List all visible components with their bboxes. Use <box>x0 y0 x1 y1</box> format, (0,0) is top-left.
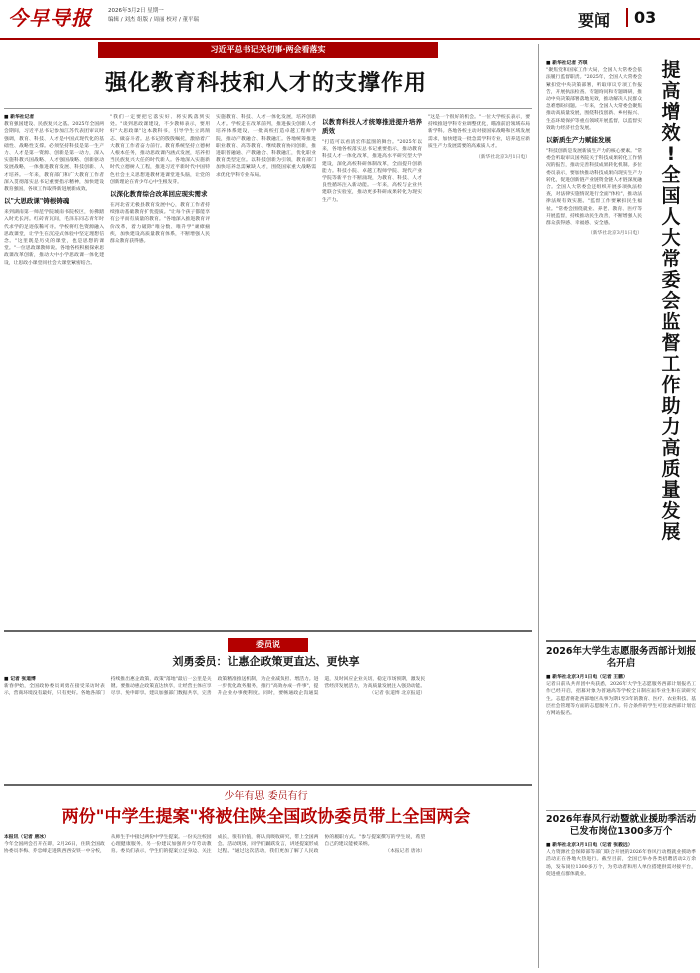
divider <box>546 810 696 811</box>
vertical-headline-glyph: 助 <box>661 395 681 417</box>
brief-byline-2: ■ 新华社北京3月1日电（记者 张毅远） <box>546 842 633 848</box>
vertical-headline-glyph: ! <box>666 143 676 165</box>
member-body <box>4 676 532 780</box>
sidebar-vertical-headline <box>647 60 695 620</box>
vertical-headline-glyph: 高 <box>661 80 681 102</box>
vertical-headline-glyph: 工 <box>661 353 681 375</box>
brief-body-2 <box>546 842 696 960</box>
vertical-headline-glyph: 常 <box>661 248 681 270</box>
youth-headline: 两份"中学生提案"将被住陕全国政协委员带上全国两会 <box>61 807 471 827</box>
lead-subheading-3: 以教育科技人才统筹推进提升培养质效 <box>322 118 422 135</box>
sidebar-paragraph: "科技创新是发展新质生产力的核心要素。"常委会听取审议国务院关于科技成果转化工作情况的报告，推动完善科技成果转化机制。多位委员表示，要加快推动科技成果向现实生产力转化，促进创新链产业链资金链人才链深度融合。全国人大常委会还组织开展多项执法检查，对法律实施情况进行全面"体检"，推动法律法规有效实施。"监督工作要紧扣民生福祉。"常委会围绕就业、养老、教育、医疗等开展监督，持续推动民生改善，不断增强人民群众获得感、幸福感、安全感。 <box>546 149 642 227</box>
editor-credits: 编辑 / 刘杰 组版 / 周丽 校对 / 董平瑞 <box>108 17 200 23</box>
member-kicker: 委员说 <box>228 638 308 652</box>
lead-paragraph: "打造可以看清宏伟蓝图的舞台。"2025年以来，各地各校落实总书记重要指示，推动教育科技人才一体化改革，推进高水平研究型大学建设，深化高校科研体制改革，全面提升创新能力。科技小院、卓越工程师学院、现代产业学院等新平台不断涌现，为教育、科技、人才良性循环注入新动能。一年来，高校与企业共建联合实验室，推动更多科研成果转化为现实生产力。 <box>322 140 422 203</box>
sidebar-byline: ■ 新华社记者 齐琪 <box>546 60 588 66</box>
lead-subheading-2: 以深化教育综合改革回应现实需求 <box>110 190 208 199</box>
youth-kicker: 少年有思 委员有行 <box>224 791 308 802</box>
vertical-headline-glyph: 委 <box>661 269 681 291</box>
lead-paragraph: 在河北省无极县教育发展中心，教育工作者持续推动基础教育扩优提质。"让每个孩子都能享有公平而有质量的教育。"各地深入推进教育评价改革，着力破除"唯分数、唯升学"顽瘴痼疾，加快建设高质量教育体系，不断增强人民群众教育获得感。 <box>110 203 210 245</box>
member-byline: ■ 记者 张道博 <box>4 676 36 682</box>
dateline: （本报记者 唐冰） <box>385 849 426 855</box>
newspaper-logo: 今早导报 <box>8 6 92 30</box>
youth-paragraph: 今年全国两会召开在即，2月26日，住陕全国政协委员李梅、乔忠峰走进陕西西安铁一中分校，从师生手中接过两份中学生提案。一份关注校园心理健康服务，另一份建议加强青少年劳动教育。委员们表示，学生们的提案立足身边、关注成长，很有价值，将认真吸收研究，带上全国两会。活动现场，同学们踊跃发言，讲述提案形成过程。"通过这次活动，我们更加了解了人民政协的履职方式。"参与提案撰写的学生说，希望自己的建议能被采纳。 <box>4 835 426 855</box>
brief-spring-breeze <box>546 814 696 968</box>
member-headline: 刘勇委员：让惠企政策更直达、更快享 <box>172 655 360 668</box>
lead-column-4 <box>322 114 422 612</box>
brief-body-1 <box>546 674 696 816</box>
lead-paragraph: "我们一定要把它落实好、将实践落到实处。"谈到思政课建设，不少教师表示，要用好"大思政课"这本教科书，引导学生立鸿鹄志、做奋斗者。总书记的殷殷嘱托，激励着广大教育工作者奋力前行。教育系统坚持立德树人根本任务，推动思政课内涵式发展，培养担当民族复兴大任的时代新人。各地深入实施新时代立德树人工程，推进习近平新时代中国特色社会主义思想进教材进课堂进头脑，让党的创新理论在青少年心中生根发芽。 <box>110 115 210 185</box>
vertical-headline-glyph: 作 <box>661 374 681 396</box>
masthead <box>0 0 700 40</box>
vertical-headline-glyph: 效 <box>661 122 681 144</box>
vertical-headline-glyph: 高 <box>661 437 681 459</box>
lead-paragraph: "这是一个很好的机会。"一位大学校长表示，要持续推进学科专业调整优化，瞄准前沿领域布局新学科。各地各校主动对接国家战略和区域发展需求，加快建设一批急需学科专业，培养适应新质生产力发展需要的高素质人才。 <box>428 115 530 149</box>
vertical-headline-glyph: 力 <box>661 416 681 438</box>
divider <box>4 784 532 786</box>
vertical-headline-glyph: 展 <box>661 521 681 543</box>
vertical-headline-glyph: 提 <box>661 59 681 81</box>
sidebar-paragraph: "聚焦党和国家工作大局，全国人大常委会依法履行监督职责。"2025年，全国人大常委会紧扣党中央决策部署，听取审议专项工作报告，开展执法检查、专题询问和专题调研，推动中央决策部署落地见效，推动解决人民群众急难愁盼问题。一年来，全国人大常委会聚焦推动高质量发展，围绕科技创新、乡村振兴、生态环境保护等重点领域开展监督，以监督实效助力经济社会发展。 <box>546 68 642 131</box>
brief-headline-2: 2026年春风行动暨就业援助季活动已发布岗位1300多万个 <box>546 814 696 837</box>
brief-paragraph-1: 记者日前从共青团中央获悉，2026年大学生志愿服务西部计划报名工作已经开启，招募对象为普通高等学校全日制应届毕业生和在读研究生。志愿者将赴西部地区从事为期1至3年的教育、医疗、农业科技、基层社会管理等方面的志愿服务工作。符合条件的学生可登录西部计划官方网站报名。 <box>546 682 696 717</box>
brief-paragraph-2: 人力资源社会保障部等部门联合开展的2026年春风行动暨就业援助季活动正在各地火热进行。截至目前，全国已举办各类招聘活动2万余场，发布岗位1300多万个，为劳动者和用人单位搭建供需对接平台，促进重点群体就业。 <box>546 850 696 877</box>
dateline: （新华社北京3月1日电） <box>475 155 530 161</box>
column-divider <box>538 44 539 968</box>
brief-byline-1: ■ 新华社北京3月1日电（记者 王鹏） <box>546 674 628 680</box>
vertical-headline-glyph: 督 <box>661 332 681 354</box>
divider <box>4 630 532 632</box>
vertical-headline-glyph: 质 <box>661 458 681 480</box>
lead-byline: ■ 新华社记者 <box>4 114 35 120</box>
lead-column-3 <box>216 114 316 612</box>
vertical-headline-glyph: 人 <box>661 206 681 228</box>
sidebar-subheading: 以新质生产力赋能发展 <box>546 136 611 145</box>
page-number: 03 <box>626 8 656 27</box>
youth-byline: 本报讯（记者 唐冰） <box>4 834 49 840</box>
section-name: 要闻 <box>578 11 611 30</box>
sidebar-body <box>546 60 642 636</box>
lead-paragraph: 教育强国建设、民族复兴之基。2025年全国两会期间，习近平总书记参加江苏代表团审议时强调，教育、科技、人才是中国式现代化的基础性、战略性支撑。必须坚持科技是第一生产力、人才是第一资源、创新是第一动力，深入实施科教兴国战略、人才强国战略、创新驱动发展战略，一体推进教育发展、科技创新、人才培养。一年来，教育部门和广大教育工作者深入贯彻落实总书记重要指示精神，加快建设教育强国，各项工作取得新进展新成效。 <box>4 122 104 193</box>
brief-volunteer <box>546 646 696 810</box>
lead-paragraph: 实施教育、科技、人才一体化发展，培养创新人才。学校走在改革前列，推进拔尖创新人才培养体系建设，一批高校打造卓越工程师学院，推动产教融合、科教融汇。各地统筹推进职业教育、高等教育、继续教育协同创新，推进职普融通、产教融合、科教融汇，优化职业教育类型定位。以科技创新为引领，教育部门加快培养急需紧缺人才，围绕国家重大战略需求优化学科专业布局。 <box>216 115 316 178</box>
youth-body <box>4 834 532 968</box>
brief-headline-1: 2026年大学生志愿服务西部计划报名开启 <box>546 646 696 669</box>
dateline: （记者 张道博 北京报道） <box>369 691 426 697</box>
vertical-headline-glyph: 国 <box>661 185 681 207</box>
lead-subheading-1: 以"大思政课"铸根铸魂 <box>4 197 70 206</box>
issue-date: 2026年3月2日 星期一 <box>108 8 164 14</box>
divider <box>4 108 532 109</box>
vertical-headline-glyph: 监 <box>661 311 681 333</box>
member-paragraph: 新春伊始，全国政协委员刘勇在接受采访时表示，营商环境没有最好，只有更好。各地各部门持续推出惠企政策，政策"落地"最后一公里是关键。要推动惠企政策直达快享，让经营主体应享尽享、免申即享。建议加强部门数据共享，完善政策精准推送机制，为企业减负担、增活力。进一步优化政务服务，推行"高效办成一件事"，提升企业办事便利度。同时，要畅通政企沟通渠道，及时回应企业关切，稳定市场预期，激发民营经济发展活力，为高质量发展注入强劲动能。 <box>4 677 426 697</box>
lead-column-2 <box>110 114 210 612</box>
divider <box>546 640 696 642</box>
vertical-headline-glyph: 增 <box>661 101 681 123</box>
lead-kicker: 习近平总书记关切事·两会看落实 <box>98 42 438 58</box>
dateline: （新华社北京3月1日电） <box>587 231 642 237</box>
lead-column-1 <box>4 114 104 612</box>
vertical-headline-glyph: 发 <box>661 500 681 522</box>
lead-column-5 <box>428 114 530 612</box>
vertical-headline-glyph: 全 <box>661 164 681 186</box>
lead-headline: 强化教育科技和人才的支撑作用 <box>104 71 427 96</box>
vertical-headline-glyph: 会 <box>661 290 681 312</box>
vertical-headline-glyph: 大 <box>661 227 681 249</box>
vertical-headline-glyph: 量 <box>661 479 681 501</box>
lead-paragraph: 来到湖南第一师范学院城南书院校区，仿佛踏入时光长河。红砖青瓦间，毛泽东同志青年时代求学的足迹依稀可寻。学校将红色资源融入思政课堂，让学生在沉浸式体验中坚定理想信念。"这里既是历史的课堂，也是思想的课堂。"一位思政课教师说。各地各校积极探索思政课改革创新，推动大中小学思政课一体化建设，让思政小课堂同社会大课堂紧密结合。 <box>4 210 104 266</box>
